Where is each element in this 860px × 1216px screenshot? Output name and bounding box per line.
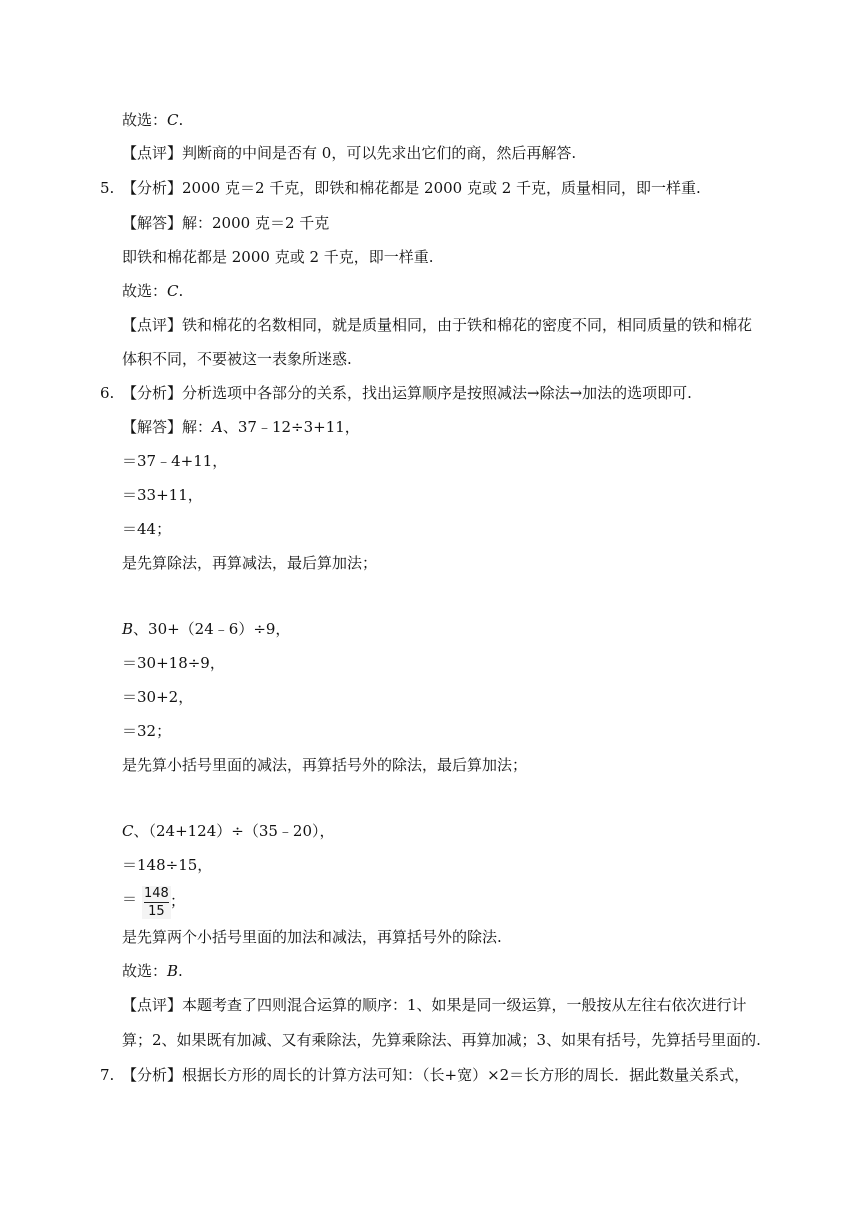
q6-comment: 【点评】本题考查了四则混合运算的顺序：1、如果是同一级运算，一般按从左往右依次进行计: [122, 996, 747, 1014]
q5-comment: 【点评】铁和棉花的名数相同，就是质量相同，由于铁和棉花的密度不同，相同质量的铁和棉花: [122, 316, 753, 334]
q5-answer-line: 即铁和棉花都是 2000 克或 2 千克，即一样重.: [122, 248, 434, 266]
fraction-image: [142, 886, 171, 919]
q6-step: ＝148÷15，: [122, 856, 213, 874]
q6-analysis: 【分析】分析选项中各部分的关系，找出运算顺序是按照减法→除法→加法的选项即可.: [122, 384, 692, 402]
fraction-bar: [144, 902, 169, 903]
q6-step: ＝33+11，: [122, 486, 203, 504]
q6-step: ＝30+2，: [122, 688, 194, 706]
comment-line: 【点评】判断商的中间是否有 0，可以先求出它们的商，然后再解答.: [122, 144, 577, 162]
q6-explanation: 是先算小括号里面的减法，再算括号外的除法，最后算加法；: [122, 756, 528, 774]
q6-choice: 故选：B.: [122, 962, 183, 980]
q6-step: ＝32；: [122, 722, 172, 740]
q6-answer-a: 【解答】解：A、37﹣12÷3+11，: [122, 418, 360, 436]
question-number-6: 6.: [100, 384, 115, 402]
q5-comment-cont: 体积不同，不要被这一表象所迷惑.: [122, 350, 352, 368]
q6-explanation: 是先算两个小括号里面的加法和减法，再算括号外的除法.: [122, 928, 502, 946]
q5-choice: 故选：C.: [122, 282, 184, 300]
fraction-numerator: 148: [144, 886, 169, 901]
q6-answer-b: B、30+（24﹣6）÷9，: [122, 620, 291, 638]
q6-answer-c: C、（24+124）÷（35﹣20），: [122, 822, 335, 840]
question-number-5: 5.: [100, 179, 115, 197]
q6-comment-cont: 算；2、如果既有加减、又有乘除法，先算乘除法、再算加减；3、如果有括号，先算括号里面的.: [122, 1031, 761, 1049]
q6-step-equals: ＝: [122, 890, 138, 908]
q6-step-end: ；: [170, 892, 186, 910]
q5-answer: 【解答】解：2000 克＝2 千克: [122, 214, 330, 232]
q6-step: ＝37﹣4+11，: [122, 452, 228, 470]
q6-step: ＝44；: [122, 520, 172, 538]
question-number-7: 7.: [100, 1066, 115, 1084]
fraction-denominator: 15: [148, 904, 165, 919]
q7-analysis: 【分析】根据长方形的周长的计算方法可知：（长+宽）×2＝长方形的周长．据此数量关系式，: [122, 1066, 750, 1084]
q6-explanation: 是先算除法，再算减法，最后算加法；: [122, 554, 378, 572]
choice-line: 故选：C.: [122, 111, 184, 129]
q6-step: ＝30+18÷9，: [122, 654, 225, 672]
q5-analysis: 【分析】2000 克＝2 千克，即铁和棉花都是 2000 克或 2 千克，质量相同，即一样重.: [122, 179, 701, 197]
